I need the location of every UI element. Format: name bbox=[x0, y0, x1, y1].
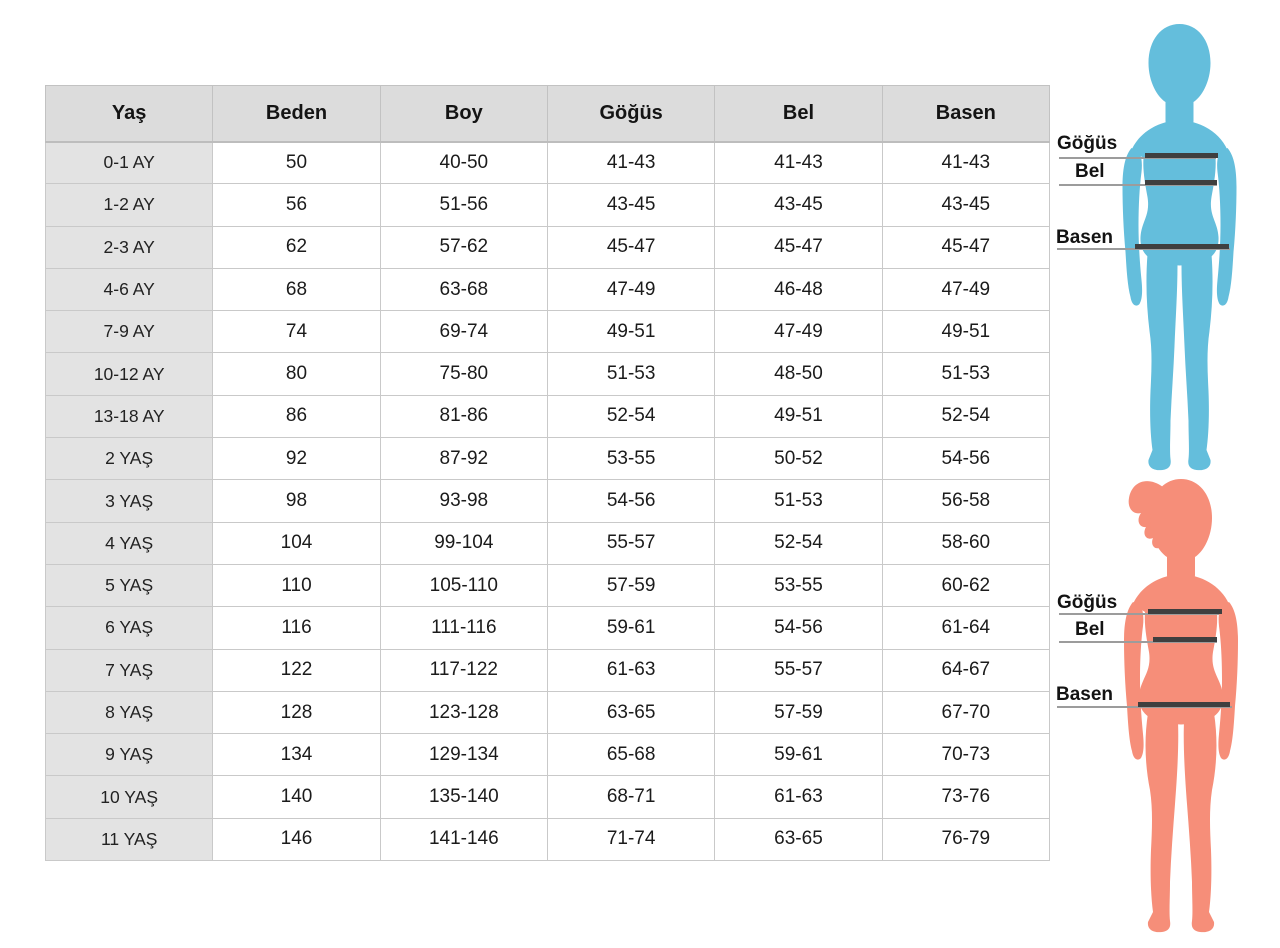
left-leg bbox=[1146, 713, 1179, 932]
value-cell: 53-55 bbox=[715, 564, 882, 606]
value-cell: 129-134 bbox=[380, 734, 547, 776]
age-cell: 2-3 AY bbox=[46, 226, 213, 268]
column-header-3: Göğüs bbox=[547, 86, 714, 142]
bottom-basen-label: Basen bbox=[1056, 684, 1114, 705]
top-gogus-label: Göğüs bbox=[1057, 133, 1118, 154]
right-arm bbox=[1218, 602, 1238, 760]
table-row bbox=[46, 184, 1050, 226]
age-cell: 8 YAŞ bbox=[46, 691, 213, 733]
left-leg bbox=[1146, 254, 1177, 470]
left-arm bbox=[1123, 148, 1143, 306]
age-cell: 2 YAŞ bbox=[46, 438, 213, 480]
age-cell: 7 YAŞ bbox=[46, 649, 213, 691]
value-cell: 41-43 bbox=[882, 142, 1049, 184]
table-row bbox=[46, 353, 1050, 395]
value-cell: 65-68 bbox=[547, 734, 714, 776]
value-cell: 67-70 bbox=[882, 691, 1049, 733]
value-cell: 49-51 bbox=[715, 395, 882, 437]
value-cell: 54-56 bbox=[547, 480, 714, 522]
bottom-bel-measure-line bbox=[1153, 637, 1217, 642]
value-cell: 55-57 bbox=[547, 522, 714, 564]
top-basen-label: Basen bbox=[1056, 227, 1114, 248]
value-cell: 140 bbox=[213, 776, 380, 818]
age-cell: 6 YAŞ bbox=[46, 607, 213, 649]
value-cell: 68-71 bbox=[547, 776, 714, 818]
bottom-gogus-measure-line bbox=[1148, 609, 1222, 614]
value-cell: 41-43 bbox=[547, 142, 714, 184]
value-cell: 63-68 bbox=[380, 268, 547, 310]
value-cell: 87-92 bbox=[380, 438, 547, 480]
table-row bbox=[46, 395, 1050, 437]
value-cell: 58-60 bbox=[882, 522, 1049, 564]
age-cell: 4-6 AY bbox=[46, 268, 213, 310]
value-cell: 41-43 bbox=[715, 142, 882, 184]
value-cell: 70-73 bbox=[882, 734, 1049, 776]
value-cell: 50 bbox=[213, 142, 380, 184]
value-cell: 117-122 bbox=[380, 649, 547, 691]
value-cell: 98 bbox=[213, 480, 380, 522]
value-cell: 68 bbox=[213, 268, 380, 310]
table-row bbox=[46, 480, 1050, 522]
left-arm bbox=[1124, 602, 1144, 760]
age-cell: 10-12 AY bbox=[46, 353, 213, 395]
value-cell: 51-53 bbox=[882, 353, 1049, 395]
top-basen-measure-line bbox=[1135, 244, 1229, 249]
value-cell: 52-54 bbox=[882, 395, 1049, 437]
value-cell: 92 bbox=[213, 438, 380, 480]
value-cell: 59-61 bbox=[547, 607, 714, 649]
table-row bbox=[46, 268, 1050, 310]
head bbox=[1149, 24, 1211, 132]
value-cell: 43-45 bbox=[547, 184, 714, 226]
value-cell: 69-74 bbox=[380, 311, 547, 353]
value-cell: 47-49 bbox=[547, 268, 714, 310]
table-row bbox=[46, 142, 1050, 184]
table-header-row bbox=[46, 86, 1050, 142]
age-cell: 7-9 AY bbox=[46, 311, 213, 353]
value-cell: 61-63 bbox=[715, 776, 882, 818]
value-cell: 57-59 bbox=[715, 691, 882, 733]
value-cell: 105-110 bbox=[380, 564, 547, 606]
value-cell: 71-74 bbox=[547, 818, 714, 860]
table-row bbox=[46, 649, 1050, 691]
column-header-4: Bel bbox=[715, 86, 882, 142]
age-cell: 1-2 AY bbox=[46, 184, 213, 226]
value-cell: 47-49 bbox=[882, 268, 1049, 310]
value-cell: 81-86 bbox=[380, 395, 547, 437]
value-cell: 56-58 bbox=[882, 480, 1049, 522]
value-cell: 123-128 bbox=[380, 691, 547, 733]
value-cell: 48-50 bbox=[715, 353, 882, 395]
bottom-basen-measure-line bbox=[1138, 702, 1230, 707]
value-cell: 73-76 bbox=[882, 776, 1049, 818]
value-cell: 50-52 bbox=[715, 438, 882, 480]
age-cell: 0-1 AY bbox=[46, 142, 213, 184]
value-cell: 128 bbox=[213, 691, 380, 733]
value-cell: 146 bbox=[213, 818, 380, 860]
age-cell: 9 YAŞ bbox=[46, 734, 213, 776]
value-cell: 76-79 bbox=[882, 818, 1049, 860]
value-cell: 40-50 bbox=[380, 142, 547, 184]
table-row bbox=[46, 522, 1050, 564]
age-cell: 10 YAŞ bbox=[46, 776, 213, 818]
value-cell: 61-64 bbox=[882, 607, 1049, 649]
top-bel-label: Bel bbox=[1075, 161, 1105, 182]
value-cell: 45-47 bbox=[882, 226, 1049, 268]
table-row bbox=[46, 564, 1050, 606]
value-cell: 116 bbox=[213, 607, 380, 649]
column-header-1: Beden bbox=[213, 86, 380, 142]
value-cell: 86 bbox=[213, 395, 380, 437]
value-cell: 43-45 bbox=[882, 184, 1049, 226]
table-row bbox=[46, 776, 1050, 818]
right-leg bbox=[1184, 713, 1217, 932]
value-cell: 61-63 bbox=[547, 649, 714, 691]
value-cell: 45-47 bbox=[715, 226, 882, 268]
value-cell: 52-54 bbox=[715, 522, 882, 564]
column-header-2: Boy bbox=[380, 86, 547, 142]
head bbox=[1150, 479, 1212, 586]
age-cell: 5 YAŞ bbox=[46, 564, 213, 606]
value-cell: 135-140 bbox=[380, 776, 547, 818]
table-row bbox=[46, 818, 1050, 860]
value-cell: 93-98 bbox=[380, 480, 547, 522]
table-row bbox=[46, 438, 1050, 480]
bottom-gogus-label: Göğüs bbox=[1057, 592, 1118, 613]
column-header-0: Yaş bbox=[46, 86, 213, 142]
value-cell: 122 bbox=[213, 649, 380, 691]
value-cell: 56 bbox=[213, 184, 380, 226]
bottom-bel-label: Bel bbox=[1075, 619, 1105, 640]
value-cell: 51-56 bbox=[380, 184, 547, 226]
value-cell: 74 bbox=[213, 311, 380, 353]
value-cell: 134 bbox=[213, 734, 380, 776]
value-cell: 62 bbox=[213, 226, 380, 268]
value-cell: 104 bbox=[213, 522, 380, 564]
value-cell: 141-146 bbox=[380, 818, 547, 860]
right-leg bbox=[1182, 254, 1213, 470]
value-cell: 80 bbox=[213, 353, 380, 395]
value-cell: 75-80 bbox=[380, 353, 547, 395]
age-cell: 11 YAŞ bbox=[46, 818, 213, 860]
value-cell: 43-45 bbox=[715, 184, 882, 226]
girl-silhouette bbox=[1113, 474, 1250, 944]
age-cell: 3 YAŞ bbox=[46, 480, 213, 522]
top-gogus-measure-line bbox=[1145, 153, 1218, 158]
value-cell: 55-57 bbox=[715, 649, 882, 691]
value-cell: 57-62 bbox=[380, 226, 547, 268]
table-row bbox=[46, 734, 1050, 776]
value-cell: 54-56 bbox=[715, 607, 882, 649]
value-cell: 51-53 bbox=[547, 353, 714, 395]
value-cell: 51-53 bbox=[715, 480, 882, 522]
age-cell: 4 YAŞ bbox=[46, 522, 213, 564]
value-cell: 49-51 bbox=[882, 311, 1049, 353]
column-header-5: Basen bbox=[882, 86, 1049, 142]
value-cell: 111-116 bbox=[380, 607, 547, 649]
table-row bbox=[46, 691, 1050, 733]
value-cell: 59-61 bbox=[715, 734, 882, 776]
value-cell: 49-51 bbox=[547, 311, 714, 353]
value-cell: 45-47 bbox=[547, 226, 714, 268]
value-cell: 47-49 bbox=[715, 311, 882, 353]
value-cell: 53-55 bbox=[547, 438, 714, 480]
value-cell: 46-48 bbox=[715, 268, 882, 310]
size-chart-table bbox=[45, 85, 1050, 861]
table-row bbox=[46, 607, 1050, 649]
value-cell: 99-104 bbox=[380, 522, 547, 564]
table-row bbox=[46, 226, 1050, 268]
age-cell: 13-18 AY bbox=[46, 395, 213, 437]
value-cell: 63-65 bbox=[547, 691, 714, 733]
top-bel-measure-line bbox=[1145, 180, 1217, 185]
value-cell: 57-59 bbox=[547, 564, 714, 606]
value-cell: 54-56 bbox=[882, 438, 1049, 480]
value-cell: 52-54 bbox=[547, 395, 714, 437]
value-cell: 64-67 bbox=[882, 649, 1049, 691]
value-cell: 110 bbox=[213, 564, 380, 606]
value-cell: 60-62 bbox=[882, 564, 1049, 606]
value-cell: 63-65 bbox=[715, 818, 882, 860]
right-arm bbox=[1217, 148, 1237, 306]
table-row bbox=[46, 311, 1050, 353]
